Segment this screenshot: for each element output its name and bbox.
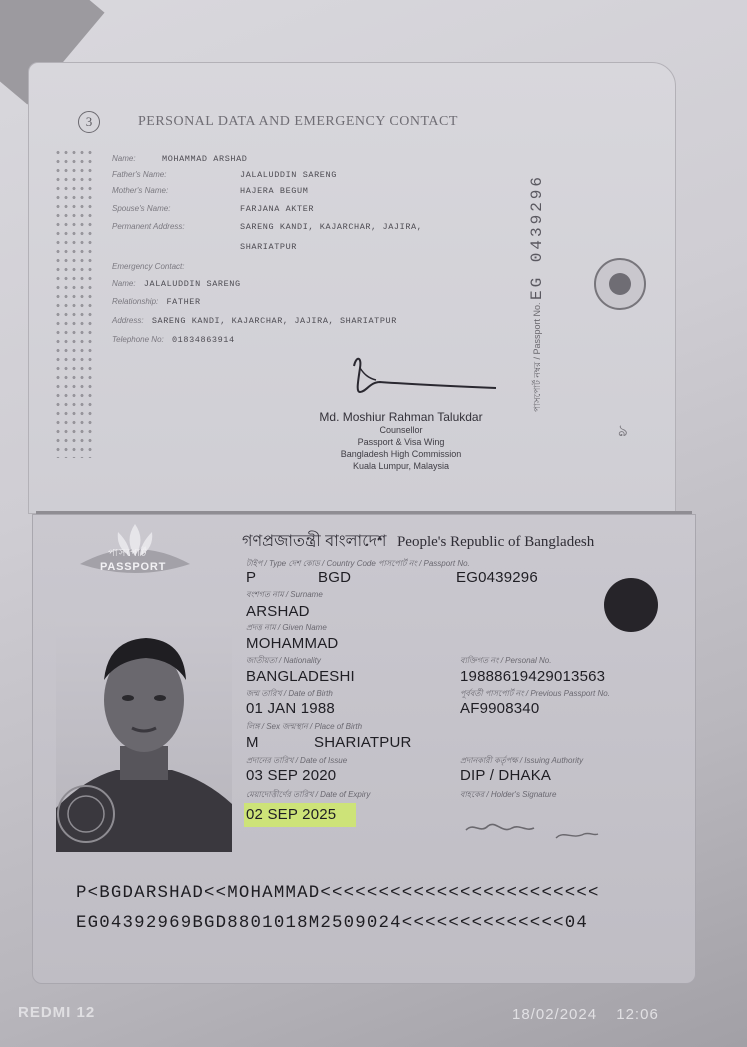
date-of-issue: 03 SEP 2020 [246,767,337,784]
counsellor-signature [340,352,500,402]
bangladesh-emblem-icon [604,578,658,632]
mrz-line-1: P<BGDARSHAD<<MOHAMMAD<<<<<<<<<<<<<<<<<<<<<<<< [76,884,600,903]
field-permanent-address-line2: SHARIATPUR [240,242,298,252]
issuing-authority-label: প্রদানকারী কর্তৃপক্ষ / Issuing Authority [460,756,584,765]
emergency-relationship: Relationship: FATHER [112,297,201,307]
nationality-label: জাতীয়তা / Nationality [246,656,321,665]
holder-photo [56,618,232,852]
section-title: PERSONAL DATA AND EMERGENCY CONTACT [138,114,458,129]
previous-passport-number: AF9908340 [460,700,540,717]
type-code-number-label: টাইপ / Type দেশ কোড / Country Code পাসপোর্ট নং / Passport No. [246,559,470,568]
passport-number: EG0439296 [456,569,538,586]
country-code: BGD [318,569,352,586]
corner-mark: ঌ [618,423,628,440]
timestamp-watermark: 18/02/2024 12:06 [512,1006,659,1023]
personal-number: 19888619429013563 [460,668,606,685]
field-mothers-name: Mother's Name: HAJERA BEGUM [112,186,309,196]
emergency-heading: Emergency Contact: [112,262,185,271]
surname: ARSHAD [246,603,310,620]
perforation-pattern [54,148,94,458]
country-title: গণপ্রজাতন্ত্রী বাংলাদেশ People's Republic of Bangladesh [242,533,595,550]
place-of-birth: SHARIATPUR [314,734,412,751]
nationality: BANGLADESHI [246,668,355,685]
field-name: Name: MOHAMMAD ARSHAD [112,154,248,164]
field-spouses-name: Spouse's Name: FARJANA AKTER [112,204,315,214]
emergency-address: Address: SARENG KANDI, KAJARCHAR, JAJIRA, SHARIATPUR [112,316,397,326]
personal-number-label: ব্যক্তিগত নং / Personal No. [460,656,552,665]
embassy-seal-icon [594,258,646,310]
surname-label: বংশগত নাম / Surname [246,590,323,599]
given-name: MOHAMMAD [246,635,339,652]
mrz-line-2: EG04392969BGD8801018M2509024<<<<<<<<<<<<<<04 [76,914,588,933]
sex: M [246,734,259,751]
previous-passport-label: পূর্ববর্তী পাসপোর্ট নং / Previous Passport No. [460,689,610,698]
issuing-authority: DIP / DHAKA [460,767,552,784]
date-of-expiry: 02 SEP 2025 [246,806,337,823]
endorsement-block: Md. Moshiur Rahman Talukdar Counsellor Passport & Visa Wing Bangladesh High Commission Kuala Lumpur, Malaysia [319,410,483,471]
field-permanent-address: Permanent Address: SARENG KANDI, KAJARCHAR, JAJIRA, [112,222,423,232]
holder-signature-label: বাহকের / Holder's Signature [460,790,557,799]
expiry-date-label: মেয়াদোত্তীর্ণের তারিখ / Date of Expiry [246,790,371,799]
passport-label-bangla: পাসপোর্ট [108,548,148,559]
holder-signature [460,800,600,850]
passport-label-english: PASSPORT [100,561,167,573]
emergency-name: Name: JALALUDDIN SARENG [112,279,241,289]
issue-date-label: প্রদানের তারিখ / Date of Issue [246,756,348,765]
page-number: 3 [78,111,100,133]
passport-type: P [246,569,257,586]
vertical-passport-number: পাসপোর্ট নম্বর / Passport No. EG 0439296 [528,173,546,412]
given-name-label: প্রদত্ত নাম / Given Name [246,623,327,632]
date-of-birth: 01 JAN 1988 [246,700,335,717]
field-fathers-name: Father's Name: JALALUDDIN SARENG [112,170,337,180]
sex-pob-label: লিঙ্গ / Sex জন্মস্থান / Place of Birth [246,722,363,731]
emergency-telephone: Telephone No: 01834863914 [112,335,235,345]
dob-label: জন্ম তারিখ / Date of Birth [246,689,333,698]
device-watermark: REDMI 12 [18,1004,96,1021]
